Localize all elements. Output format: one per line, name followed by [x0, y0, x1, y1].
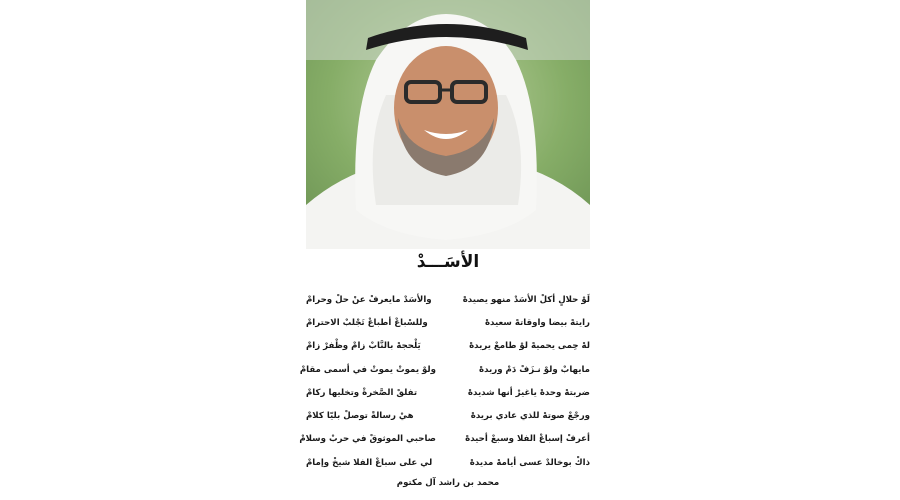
verse-row — [306, 335, 590, 358]
verse-row — [306, 311, 590, 334]
verse-row — [299, 358, 590, 381]
verse-first-hemistich: أعرفْ إسباعْ الفلا وسبعْ أحيدهْ — [465, 434, 590, 445]
verse-first-hemistich: ورجْعْ صوتهْ للذي عادي بريدهْ — [470, 411, 590, 422]
verse-second-hemistich: هيْ رسالةْ توصلْ بليّا كلامْ — [306, 411, 414, 422]
verse-second-hemistich: صاحبي الموثوقْ في حربْ وسلامْ — [299, 434, 436, 445]
verse-second-hemistich: تفلقْ الصَّخرةْ وتخليها ركامْ — [306, 387, 418, 398]
portrait-photo — [306, 0, 590, 249]
portrait-illustration — [306, 0, 590, 249]
verse-row — [306, 381, 590, 404]
verse-second-hemistich: يَلْحجهْ بالنَّابْ زامْ وظْفرْ زامْ — [306, 341, 421, 352]
verse-first-hemistich: مايهابْ ولوْ نـزَفْ دَمْ وريدهْ — [479, 364, 590, 375]
verse-second-hemistich: والأسَدْ مايعرفْ عنْ حلْ وحرامْ — [306, 294, 432, 305]
verse-first-hemistich: لَوْ حلالٍ أكلْ الأسَدْ منهو يصيدهْ — [462, 294, 590, 305]
verse-row — [306, 404, 590, 427]
verse-row — [306, 288, 590, 311]
verse-first-hemistich: لهْ حِمى يحميهْ لوْ طامعْ يريدهْ — [469, 341, 590, 352]
verse-second-hemistich: لي على سباعْ الفلا شيخْ وإمامْ — [306, 457, 433, 468]
poem-title: الأسَـــدْ — [416, 252, 480, 272]
poem-verses — [299, 288, 590, 474]
verse-second-hemistich: وللسْباعْ أطباعْ تَجْلبْ الاحترامْ — [306, 317, 428, 328]
verse-first-hemistich: ضربتهْ وحدهْ ياغيرْ أنها شديدهْ — [467, 387, 590, 398]
verse-first-hemistich: رايتهْ بيضا واوقاتهْ سعيدهْ — [484, 317, 590, 328]
poet-signature: محمد بن راشد آل مكتوم — [396, 478, 500, 488]
verse-first-hemistich: ذاكْ بوخالدْ عسى أيامهْ مديدهْ — [469, 457, 590, 468]
verse-row — [306, 451, 590, 474]
verse-row — [299, 428, 590, 451]
verse-second-hemistich: ولوْ يموتْ يموتْ في أسمى مقامْ — [299, 364, 436, 375]
